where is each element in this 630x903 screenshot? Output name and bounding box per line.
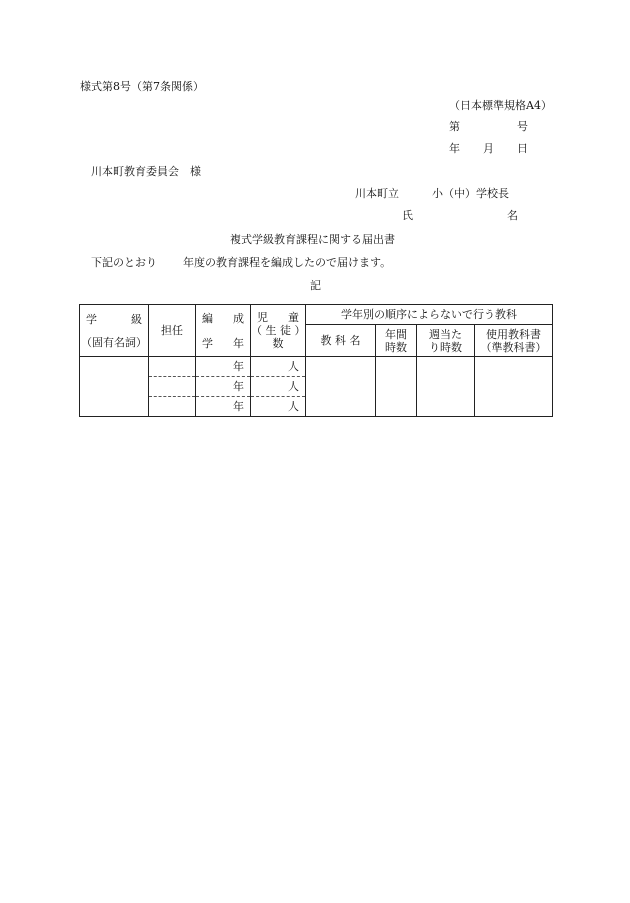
header-pupils-b: 童 (288, 311, 299, 324)
cell-textbook[interactable] (475, 357, 553, 417)
header-pupils-a: 児 (257, 311, 268, 324)
header-grade-b: 年 (233, 336, 244, 350)
cell-teacher[interactable] (149, 357, 196, 377)
header-weekly-a: 週当た (429, 327, 462, 341)
header-teacher: 担任 (149, 305, 196, 357)
sender-name-label-a: 氏 (402, 209, 413, 222)
header-class-sub: （固有名詞） (81, 335, 147, 349)
ki-marker: 記 (310, 279, 321, 292)
cell-teacher[interactable] (149, 397, 196, 417)
table-row (80, 357, 553, 377)
cell-teacher[interactable] (149, 377, 196, 397)
header-pupils (251, 305, 306, 357)
header-class-a: 学 (86, 312, 97, 326)
header-hensei (196, 305, 251, 357)
document-number-suffix: 号 (517, 120, 528, 133)
document-number-label: 第 (449, 120, 460, 133)
header-pupils-d: 数 (272, 337, 284, 350)
header-annual (376, 325, 417, 357)
sender-school: 川本町立 小（中）学校長 (355, 187, 509, 200)
header-hensei-a: 編 (202, 311, 213, 325)
header-subject: 教 科 名 (306, 325, 376, 357)
date-month: 月 (483, 142, 494, 155)
date-year: 年 (449, 142, 460, 155)
header-weekly (417, 325, 475, 357)
body-text-a: 下記のとおり (91, 256, 157, 269)
header-annual-b: 時数 (385, 340, 407, 354)
header-weekly-b: り時数 (429, 340, 462, 354)
paper-standard: （日本標準規格A4） (449, 99, 552, 112)
cell-count[interactable]: 人 (251, 377, 306, 397)
body-text-b: 年度の教育課程を編成したので届けます。 (183, 256, 392, 269)
cell-class[interactable] (80, 357, 149, 417)
header-annual-a: 年間 (385, 327, 407, 341)
header-textbook-b: （準教科書） (480, 340, 547, 354)
cell-grade[interactable]: 年 (196, 357, 251, 377)
date-day: 日 (517, 142, 528, 155)
cell-grade[interactable]: 年 (196, 377, 251, 397)
header-class (80, 305, 149, 357)
addressee: 川本町教育委員会 様 (91, 165, 201, 178)
header-class-b: 級 (131, 312, 142, 326)
cell-subject[interactable] (306, 357, 376, 417)
header-grade-a: 学 (202, 336, 213, 350)
cell-weekly-hours[interactable] (417, 357, 475, 417)
cell-count[interactable]: 人 (251, 397, 306, 417)
document-title: 複式学級教育課程に関する届出書 (230, 233, 395, 246)
header-pupils-c: （ 生 徒 ） (251, 324, 306, 337)
header-group: 学年別の順序によらないで行う教科 (306, 305, 553, 325)
cell-grade[interactable]: 年 (196, 397, 251, 417)
curriculum-table (79, 304, 553, 417)
header-textbook (475, 325, 553, 357)
header-hensei-b: 成 (233, 311, 244, 325)
cell-count[interactable]: 人 (251, 357, 306, 377)
form-label: 様式第8号（第7条関係） (80, 80, 204, 93)
header-textbook-a: 使用教科書 (486, 327, 541, 341)
cell-annual-hours[interactable] (376, 357, 417, 417)
sender-name-label-b: 名 (507, 209, 518, 222)
